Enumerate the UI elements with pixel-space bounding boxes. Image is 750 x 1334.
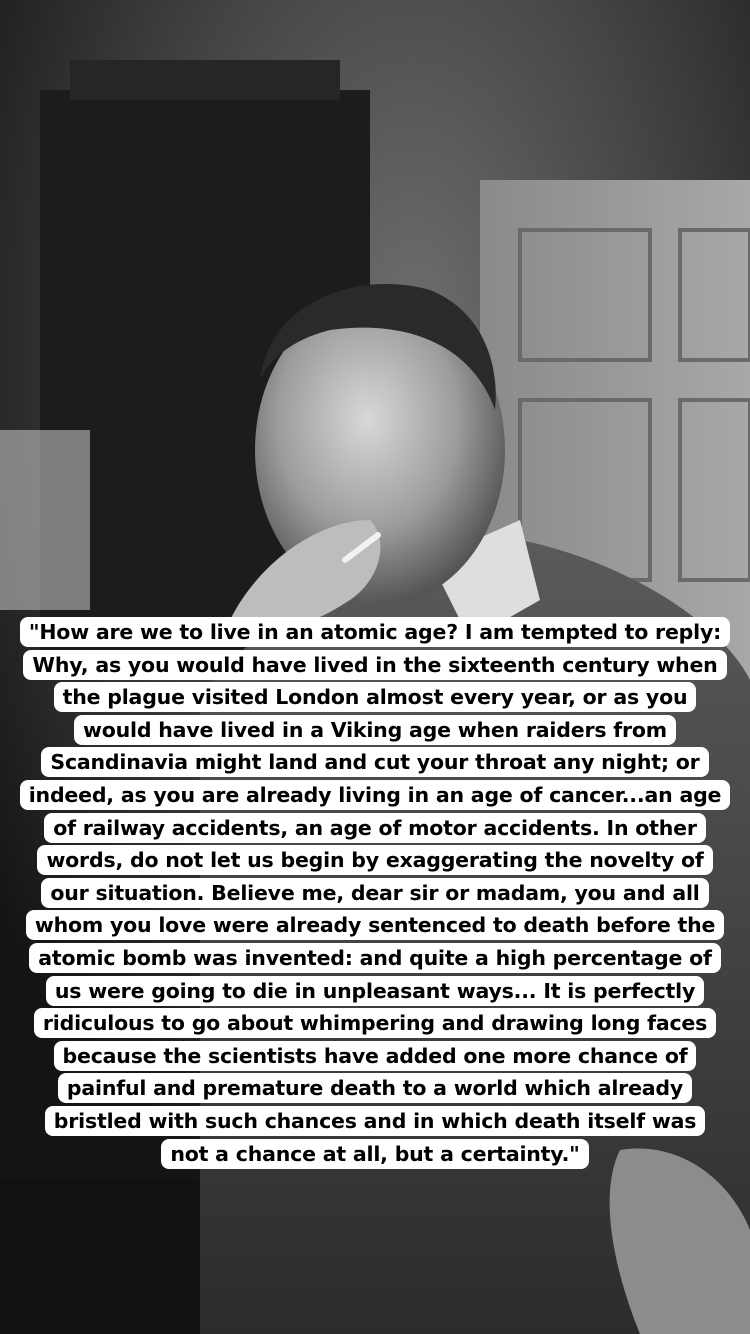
quote-line: ridiculous to go about whimpering and drawing long faces	[0, 1007, 750, 1040]
quote-line: Scandinavia might land and cut your throat any night; or	[0, 746, 750, 779]
quote-line: Why, as you would have lived in the sixteenth century when	[0, 649, 750, 682]
quote-line: us were going to die in unpleasant ways... It is perfectly	[0, 975, 750, 1008]
quote-caption	[0, 616, 750, 1170]
quote-line: because the scientists have added one more chance of	[0, 1040, 750, 1073]
quote-line: indeed, as you are already living in an age of cancer...an age	[0, 779, 750, 812]
quote-line: atomic bomb was invented: and quite a high percentage of	[0, 942, 750, 975]
quote-line: "How are we to live in an atomic age? I am tempted to reply:	[0, 616, 750, 649]
quote-line: whom you love were already sentenced to death before the	[0, 909, 750, 942]
quote-line: words, do not let us begin by exaggerating the novelty of	[0, 844, 750, 877]
quote-line: not a chance at all, but a certainty."	[0, 1138, 750, 1171]
quote-line: our situation. Believe me, dear sir or madam, you and all	[0, 877, 750, 910]
quote-line: of railway accidents, an age of motor accidents. In other	[0, 812, 750, 845]
quote-line: would have lived in a Viking age when raiders from	[0, 714, 750, 747]
quote-line: painful and premature death to a world which already	[0, 1072, 750, 1105]
quote-line: the plague visited London almost every year, or as you	[0, 681, 750, 714]
quote-line: bristled with such chances and in which death itself was	[0, 1105, 750, 1138]
